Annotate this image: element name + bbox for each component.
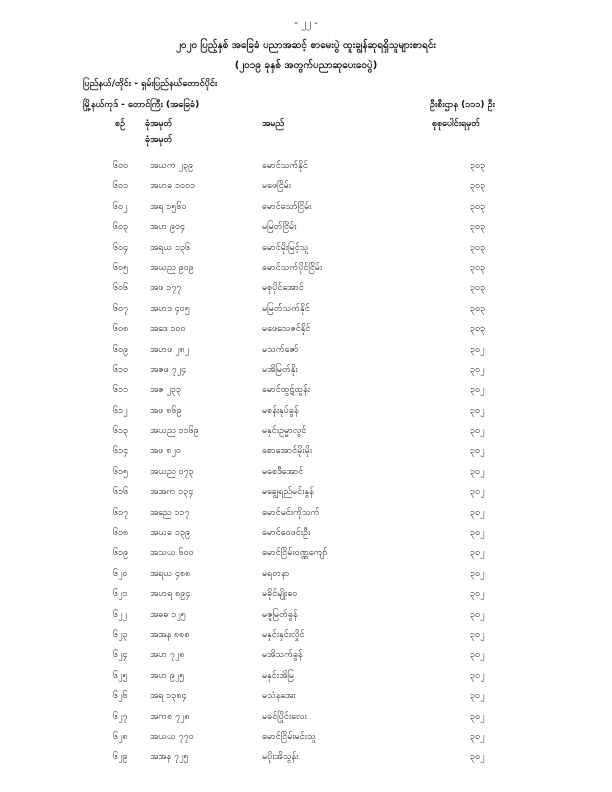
row-name: မောင်ငြိမ်းဝဏ္ဏကျော် [262,548,328,559]
row-number: ၆၂၉ [113,752,128,763]
row-exam-no: အဇဖ ၇၂၄ [150,364,187,375]
list-item [0,690,612,710]
header-exam-no: ခုံအမှတ် [145,119,173,129]
row-marks: ၃၀၂ [470,650,485,661]
row-name: မစေဒီအောင် [262,466,304,477]
row-name: မစုပိုင်အောင် [262,283,304,294]
row-name: မဖေငြိမ်း [262,181,292,192]
header-exam-no-sub: ခုံအမှတ် [145,135,173,145]
row-marks: ၃၀၂ [470,629,485,640]
row-exam-no: အရယ ၁၃၆ [150,242,191,253]
row-exam-no: အယည ၉၀၉ [150,262,194,273]
row-exam-no: အဟ ၉၂၅ [150,670,185,681]
region-line: ပြည်နယ်/တိုင်း - ရှမ်းပြည်နယ်တောင်ပိုင်း [83,79,218,89]
row-name: မနှင်းအိမြ [262,670,294,681]
row-name: မရတနာ [262,568,290,579]
row-exam-no: အညေ ၁၁၇ [150,507,190,518]
list-item [0,262,612,282]
row-number: ၆၀၄ [113,242,129,253]
row-exam-no: အဓဓ ၁၂၅ [150,609,186,620]
list-item [0,201,612,221]
row-number: ၆၁၉ [113,548,129,559]
row-exam-no: အဖ ၁၇၇ [150,283,182,294]
list-item [0,282,612,302]
row-number: ၆၀၉ [113,344,129,355]
marks-caption: ဦးစီးဌာန (၁၁၁) ဦး [430,100,495,110]
row-exam-no: အအက ၁၃၄ [150,487,194,498]
row-name: မအိမြတ်နိုး [262,364,298,375]
row-number: ၆၀၁ [113,181,129,192]
row-name: မောင်ငြိမ်းမင်းသူ [262,731,316,742]
list-item [0,160,612,180]
row-number: ၆၀၂ [113,201,128,212]
list-item [0,527,612,547]
row-exam-no: အရယ ၄၈၈ [150,568,191,579]
row-name: မောင်ထွဋ်ထွန်း [262,385,311,396]
row-number: ၆၁၁ [113,385,129,396]
row-marks: ၃၀၂ [470,426,485,437]
list-item [0,180,612,200]
row-number: ၆၀၅ [113,262,129,273]
header-marks: စုစုပေါင်းရမှတ် [432,119,481,129]
row-number: ၆၁၃ [113,426,129,437]
row-number: ၆၀၈ [113,324,129,335]
list-item [0,425,612,445]
row-name: မနှင်းနှင်းလှိုင် [262,629,305,640]
document-subtitle: (၂၀၁၉ ခုနှစ် အတွက်ပညာဆုပေးဝေပွဲ) [234,60,378,71]
row-number: ၆၂၇ [113,711,128,722]
row-exam-no: အအန ၇၂၅ [150,752,189,763]
results-list [0,160,612,772]
row-exam-no: အဇ ၂၃၃ [150,385,182,396]
row-name: မဇူမြတ်ခွန် [262,609,298,620]
row-exam-no: အဟ ၉၀၄ [150,222,186,233]
row-marks: ၃၀၃ [470,181,486,192]
row-number: ၆၀၆ [113,283,129,294]
row-name: စောအောင်မိုးမိုး [262,446,312,457]
row-marks: ၃၀၂ [470,670,485,681]
row-marks: ၃၀၂ [470,344,485,355]
row-name: မောင်သက်နိုင် [262,161,308,171]
row-name: မောင်မိုးမြင့်သူ [262,242,309,253]
header-no: စဉ် [115,119,126,129]
row-marks: ၃၀၃ [470,262,486,273]
list-item [0,486,612,506]
row-name: မောင်ဝေဖင်းဦး [262,528,311,539]
list-item [0,670,612,690]
row-exam-no: အသယ ၆၀၀ [150,548,194,559]
list-item [0,731,612,751]
row-number: ၆၁၈ [113,528,129,539]
row-number: ၆၂၄ [113,650,128,661]
list-item [0,242,612,262]
row-exam-no: အယည ၀၇၃ [150,466,194,477]
row-exam-no: အက၈ ၇၂၈ [150,711,190,722]
row-marks: ၃၀၂ [470,528,485,539]
row-marks: ၃၀၂ [470,548,485,559]
row-exam-no: အယည ၁၁၆၉ [150,426,199,437]
row-number: ၆၂၅ [113,670,128,681]
township-line: မြို့နယ်ကုဒ် - တောင်ကြီး (အခြေခံ) [83,100,200,110]
row-name: မခင်ပြိုင်းလေး [262,711,307,722]
row-exam-no: အဟဒ ၄၀၅ [150,303,190,314]
row-name: မခိုင်မျိုးဝေ [262,589,298,600]
row-number: ၆၂၆ [113,691,128,702]
list-item [0,568,612,588]
row-number: ၆၀၃ [113,222,129,233]
row-number: ၆၁၇ [113,507,129,518]
row-name: မအိသက်ခွန် [262,650,303,661]
row-marks: ၃၀၂ [470,385,485,396]
list-item [0,303,612,323]
row-name: မောင်မင်းကိုသက် [262,507,320,518]
row-name: မသက်ဇော် [262,344,299,355]
row-number: ၆၂၃ [113,629,128,640]
row-exam-no: အဟဖ ၂၈၂ [150,344,190,355]
row-exam-no: အဖ ၈၆၉ [150,405,182,416]
row-name: မဖေသေဇင်နိုင် [262,324,311,335]
row-marks: ၃၀၃ [470,201,486,212]
row-name: မနှင်းဥမ္မာလွင် [262,426,307,437]
row-number: ၆၀၇ [113,303,129,314]
row-name: မသံနအေး [262,691,296,702]
row-number: ၆၂၁ [113,589,128,600]
row-marks: ၃၀၂ [470,364,485,375]
row-number: ၆၁၀ [113,364,129,375]
list-item [0,547,612,567]
row-name: မောင်သော်ငြိမ်း [262,201,312,212]
list-item [0,405,612,425]
row-number: ၆၀၀ [113,161,129,171]
row-exam-no: အဟခ ၁၀၀၁ [150,181,196,192]
row-marks: ၃၀၃ [470,324,486,335]
row-name: မချွေရည်မင်းနွန် [262,487,314,498]
row-marks: ၃၀၂ [470,507,485,518]
row-number: ၆၁၂ [113,405,128,416]
list-item [0,344,612,364]
row-marks: ၃၀၂ [470,609,485,620]
row-exam-no: အရ ၁၃၈၄ [150,691,187,702]
row-exam-no: အအန ၈၈၈ [150,629,190,640]
row-exam-no: အဖ ၈၂၀ [150,446,181,457]
row-name: မမြတ်ငြိမ်း [262,222,297,233]
list-item [0,384,612,404]
row-marks: ၃၀၃ [470,242,486,253]
list-item [0,751,612,771]
row-number: ၆၁၅ [113,466,129,477]
list-item [0,364,612,384]
row-name: မပိုးအိသွန်း [262,752,299,763]
row-marks: ၃၀၂ [470,466,485,477]
list-item [0,323,612,343]
list-item [0,588,612,608]
row-number: ၆၂၀ [113,568,128,579]
page-number: - ၂၂ - [294,18,318,29]
row-marks: ၃၀၃ [470,303,486,314]
row-marks: ၃၀၂ [470,691,485,702]
row-marks: ၃၀၂ [470,711,485,722]
list-item [0,466,612,486]
row-marks: ၃၀၂ [470,405,485,416]
row-exam-no: အဟရ ၈၉၄ [150,589,191,600]
list-item [0,649,612,669]
row-exam-no: အယယ ၇၇၀ [150,731,194,742]
row-number: ၆၂၂ [113,609,127,620]
row-marks: ၃၀၃ [470,283,486,294]
row-exam-no: အဟ ၇၂၈ [150,650,185,661]
row-exam-no: အယက ၂၃၉ [150,161,194,171]
list-item [0,507,612,527]
row-number: ၆၁၆ [113,487,129,498]
list-item [0,609,612,629]
row-marks: ၃၀၂ [470,487,485,498]
document-title: ၂၀၂၀ ပြည့်နှစ် အခြေခံ ပညာအဆင့် စာမေးပွဲ ထူးချွန်ဆုရရှိသူများစာရင်း [176,40,436,51]
row-name: မစန်းနုပ်ခွန် [262,405,299,416]
row-marks: ၃၀၂ [470,752,485,763]
row-exam-no: အဒေ ၁၀၀ [150,324,186,335]
row-exam-no: အယခ ၁၃၉ [150,528,191,539]
list-item [0,711,612,731]
row-marks: ၃၀၃ [470,222,486,233]
row-name: မောင်သက်ပိုင်ငြိမ်း [262,262,323,273]
list-item [0,629,612,649]
list-item [0,445,612,465]
row-marks: ၃၀၂ [470,589,485,600]
header-name: အမည် [262,119,285,129]
row-marks: ၃၀၃ [470,161,486,171]
row-marks: ၃၀၂ [470,568,485,579]
row-name: မမြတ်သက်နိုင် [262,303,310,314]
row-marks: ၃၀၂ [470,446,485,457]
row-number: ၆၂၈ [113,731,128,742]
row-marks: ၃၀၂ [470,731,485,742]
row-number: ၆၁၄ [113,446,129,457]
row-exam-no: အရ ၁၅၆၀ [150,201,187,212]
list-item [0,221,612,241]
